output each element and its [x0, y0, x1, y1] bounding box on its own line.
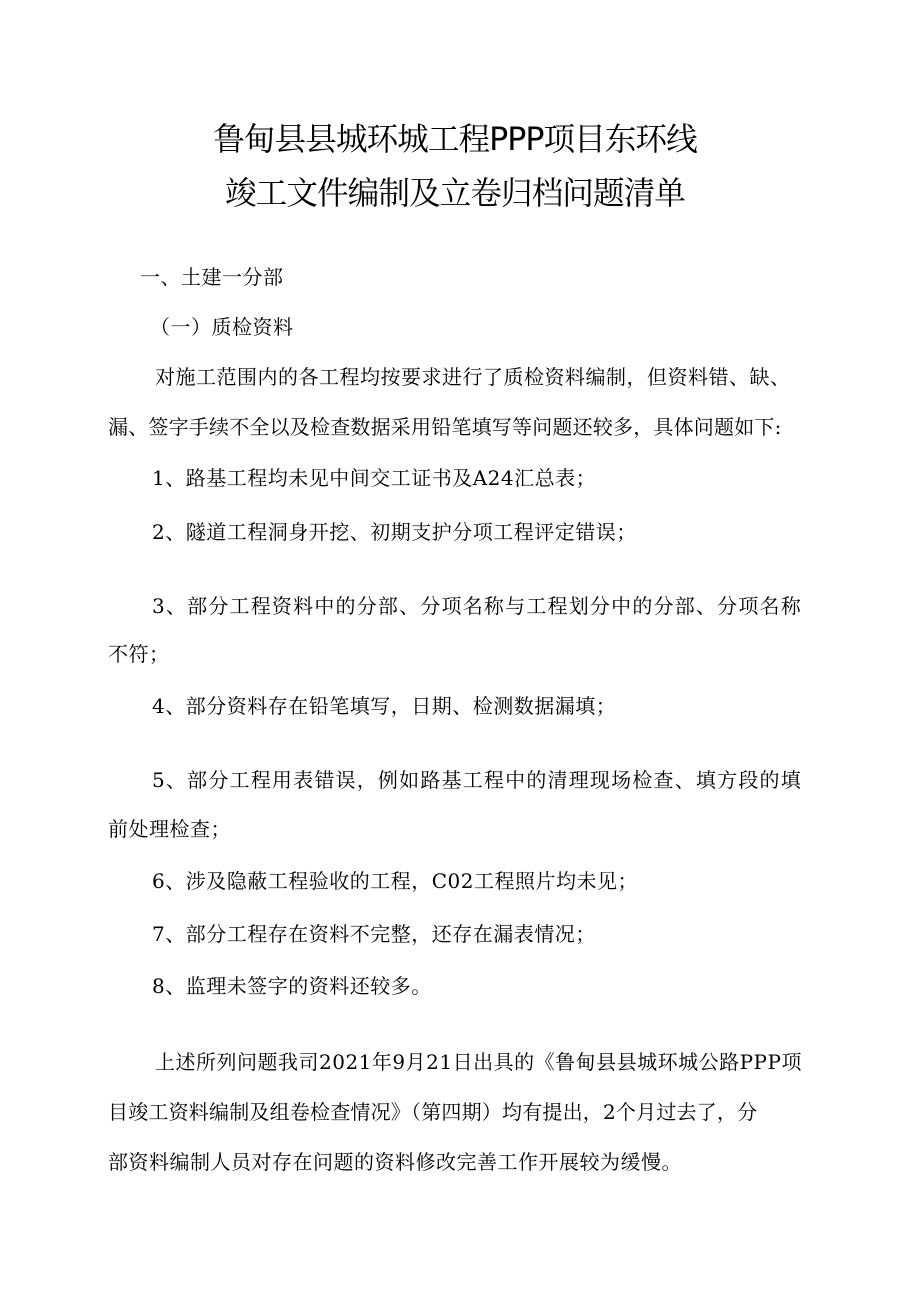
list-item-4: 4、部分资料存在铅笔填写，日期、检测数据漏填；	[152, 694, 617, 718]
list-item-3-line-2: 不符；	[108, 642, 170, 666]
list-item-5-line-1: 5、部分工程用表错误，例如路基工程中的清理现场检查、填方段的填	[152, 768, 802, 792]
section-heading: 一、土建一分部	[140, 265, 284, 289]
document-title-line-1: 鲁甸县县城环城工程PPP项目东环线	[213, 120, 697, 158]
closing-paragraph-line-3: 部资料编制人员对存在问题的资料修改完善工作开展较为缓慢。	[108, 1150, 682, 1174]
list-item-2: 2、隧道工程洞身开挖、初期支护分项工程评定错误；	[152, 520, 637, 544]
document-title-line-2: 竣工文件编制及立卷归档问题清单	[225, 174, 685, 212]
list-item-5-line-2: 前处理检查；	[108, 817, 231, 841]
closing-paragraph-line-2: 目竣工资料编制及组卷检查情况》（第四期）均有提出，2个月过去了，分	[108, 1100, 758, 1124]
closing-paragraph-line-1: 上述所列问题我司2021年9月21日出具的《鲁甸县县城环城公路PPP项	[155, 1050, 802, 1074]
intro-paragraph-line-1: 对施工范围内的各工程均按要求进行了质检资料编制，但资料错、缺、	[155, 365, 791, 389]
list-item-8: 8、监理未签字的资料还较多。	[152, 974, 432, 998]
list-item-6: 6、涉及隐蔽工程验收的工程，C02工程照片均未见；	[152, 869, 638, 893]
subsection-heading: （一）质检资料	[150, 315, 294, 339]
list-item-3-line-1: 3、部分工程资料中的分部、分项名称与工程划分中的分部、分项名称	[152, 594, 802, 618]
list-item-1: 1、路基工程均未见中间交工证书及A24汇总表；	[152, 466, 597, 490]
list-item-7: 7、部分工程存在资料不完整，还存在漏表情况；	[152, 922, 596, 946]
intro-paragraph-line-2: 漏、签字手续不全以及检查数据采用铅笔填写等问题还较多，具体问题如下:	[108, 415, 782, 439]
